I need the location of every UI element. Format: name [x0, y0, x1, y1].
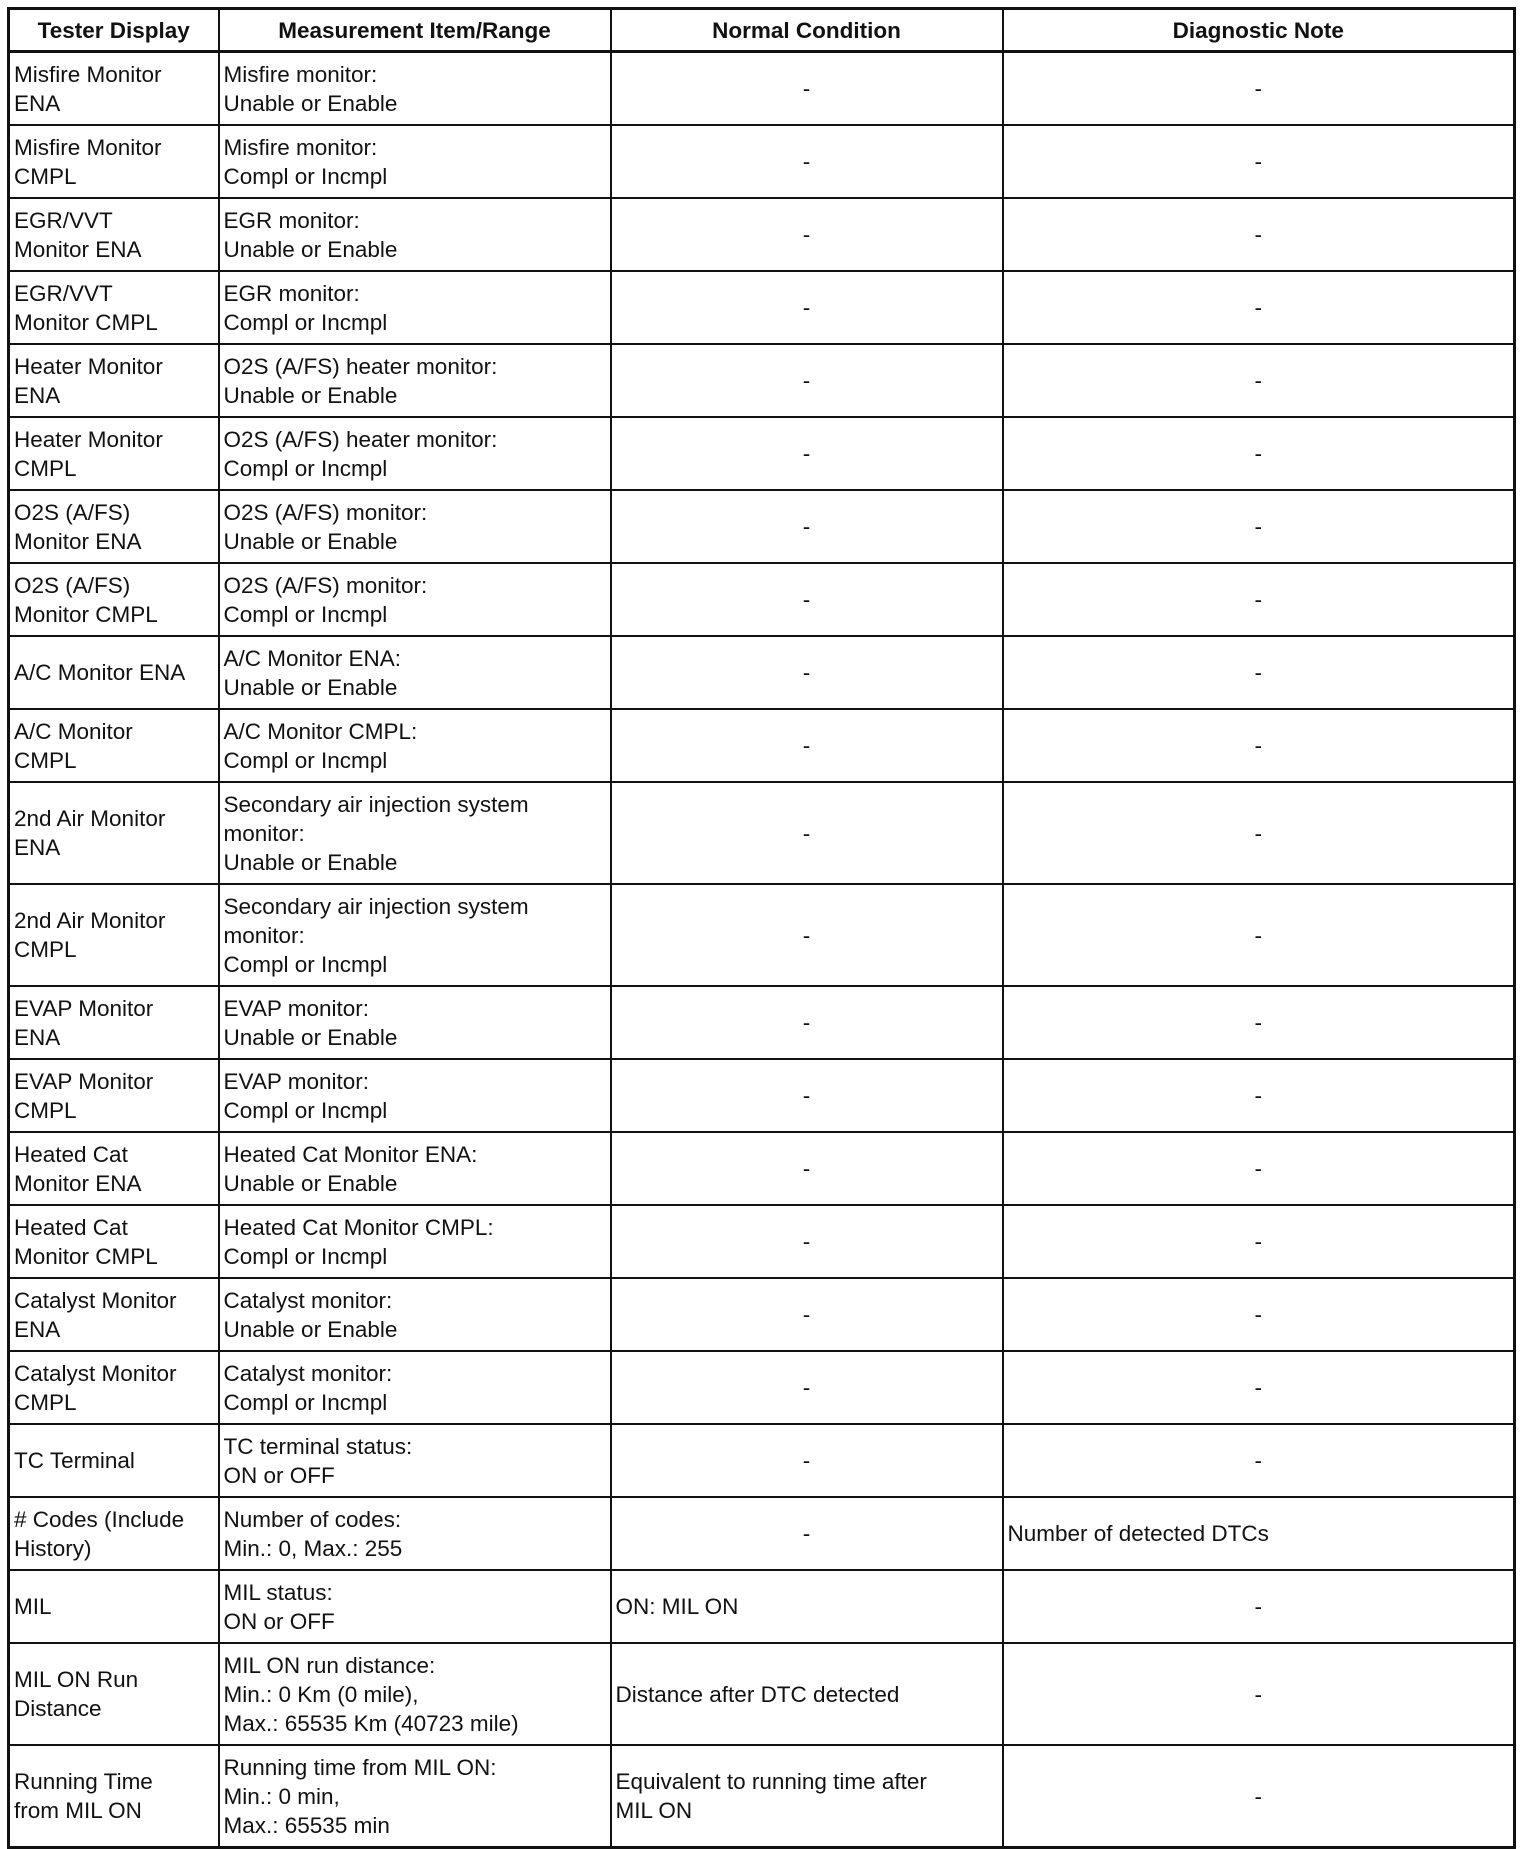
cell-measurement-range: O2S (A/FS) heater monitor: Unable or Enable — [219, 344, 611, 417]
table-row — [9, 1745, 1515, 1848]
cell-normal-condition: - — [611, 636, 1003, 709]
cell-measurement-range: Secondary air injection system monitor: Unable or Enable — [219, 782, 611, 884]
cell-tester-display: O2S (A/FS) Monitor CMPL — [9, 563, 219, 636]
table-row — [9, 1570, 1515, 1643]
cell-diagnostic-note: - — [1003, 1643, 1515, 1745]
cell-diagnostic-note: - — [1003, 636, 1515, 709]
cell-normal-condition: - — [611, 1351, 1003, 1424]
cell-tester-display: Heated Cat Monitor CMPL — [9, 1205, 219, 1278]
cell-normal-condition: - — [611, 709, 1003, 782]
cell-tester-display: A/C Monitor CMPL — [9, 709, 219, 782]
cell-normal-condition: - — [611, 198, 1003, 271]
cell-diagnostic-note: - — [1003, 1351, 1515, 1424]
table-row — [9, 709, 1515, 782]
cell-tester-display: Heater Monitor CMPL — [9, 417, 219, 490]
cell-measurement-range: TC terminal status: ON or OFF — [219, 1424, 611, 1497]
table-row — [9, 636, 1515, 709]
cell-tester-display: EVAP Monitor ENA — [9, 986, 219, 1059]
cell-tester-display: EGR/VVT Monitor ENA — [9, 198, 219, 271]
cell-normal-condition: - — [611, 1205, 1003, 1278]
cell-tester-display: Catalyst Monitor CMPL — [9, 1351, 219, 1424]
cell-measurement-range: EGR monitor: Compl or Incmpl — [219, 271, 611, 344]
table-row — [9, 1643, 1515, 1745]
cell-diagnostic-note: - — [1003, 344, 1515, 417]
cell-tester-display: EGR/VVT Monitor CMPL — [9, 271, 219, 344]
cell-diagnostic-note: - — [1003, 1278, 1515, 1351]
cell-tester-display: Heated Cat Monitor ENA — [9, 1132, 219, 1205]
cell-diagnostic-note: - — [1003, 1205, 1515, 1278]
table-row — [9, 1059, 1515, 1132]
cell-diagnostic-note: - — [1003, 490, 1515, 563]
cell-normal-condition: - — [611, 125, 1003, 198]
table-row — [9, 1351, 1515, 1424]
cell-measurement-range: MIL ON run distance: Min.: 0 Km (0 mile), Max.: 65535 Km (40723 mile) — [219, 1643, 611, 1745]
cell-tester-display: Heater Monitor ENA — [9, 344, 219, 417]
cell-diagnostic-note: - — [1003, 563, 1515, 636]
cell-normal-condition: - — [611, 1278, 1003, 1351]
cell-diagnostic-note: - — [1003, 1745, 1515, 1848]
table-row — [9, 417, 1515, 490]
cell-measurement-range: Misfire monitor: Unable or Enable — [219, 52, 611, 126]
table-row — [9, 271, 1515, 344]
cell-measurement-range: EVAP monitor: Unable or Enable — [219, 986, 611, 1059]
cell-measurement-range: Misfire monitor: Compl or Incmpl — [219, 125, 611, 198]
cell-tester-display: # Codes (Include History) — [9, 1497, 219, 1570]
column-header-tester-display: Tester Display — [9, 9, 219, 52]
cell-normal-condition: ON: MIL ON — [611, 1570, 1003, 1643]
cell-normal-condition: - — [611, 1132, 1003, 1205]
cell-normal-condition: - — [611, 344, 1003, 417]
cell-measurement-range: Catalyst monitor: Unable or Enable — [219, 1278, 611, 1351]
cell-measurement-range: Running time from MIL ON: Min.: 0 min, Max.: 65535 min — [219, 1745, 611, 1848]
table-row — [9, 125, 1515, 198]
cell-diagnostic-note: - — [1003, 1424, 1515, 1497]
column-header-measurement-range: Measurement Item/Range — [219, 9, 611, 52]
cell-diagnostic-note: - — [1003, 1059, 1515, 1132]
cell-tester-display: A/C Monitor ENA — [9, 636, 219, 709]
table-row — [9, 563, 1515, 636]
cell-diagnostic-note: - — [1003, 125, 1515, 198]
table-header-row — [9, 9, 1515, 52]
cell-tester-display: MIL ON Run Distance — [9, 1643, 219, 1745]
cell-diagnostic-note: - — [1003, 198, 1515, 271]
cell-diagnostic-note: Number of detected DTCs — [1003, 1497, 1515, 1570]
cell-measurement-range: O2S (A/FS) monitor: Compl or Incmpl — [219, 563, 611, 636]
column-header-normal-condition: Normal Condition — [611, 9, 1003, 52]
table-row — [9, 1497, 1515, 1570]
cell-tester-display: Misfire Monitor CMPL — [9, 125, 219, 198]
cell-diagnostic-note: - — [1003, 1132, 1515, 1205]
cell-diagnostic-note: - — [1003, 782, 1515, 884]
monitor-data-list — [7, 7, 1513, 1849]
table-row — [9, 1278, 1515, 1351]
cell-normal-condition: - — [611, 417, 1003, 490]
cell-measurement-range: EVAP monitor: Compl or Incmpl — [219, 1059, 611, 1132]
cell-tester-display: O2S (A/FS) Monitor ENA — [9, 490, 219, 563]
cell-diagnostic-note: - — [1003, 271, 1515, 344]
cell-tester-display: MIL — [9, 1570, 219, 1643]
cell-normal-condition: - — [611, 884, 1003, 986]
cell-normal-condition: - — [611, 490, 1003, 563]
cell-measurement-range: EGR monitor: Unable or Enable — [219, 198, 611, 271]
cell-measurement-range: A/C Monitor ENA: Unable or Enable — [219, 636, 611, 709]
cell-tester-display: TC Terminal — [9, 1424, 219, 1497]
cell-diagnostic-note: - — [1003, 52, 1515, 126]
table-row — [9, 1424, 1515, 1497]
cell-measurement-range: O2S (A/FS) monitor: Unable or Enable — [219, 490, 611, 563]
cell-diagnostic-note: - — [1003, 986, 1515, 1059]
table-row — [9, 782, 1515, 884]
cell-measurement-range: Secondary air injection system monitor: Compl or Incmpl — [219, 884, 611, 986]
cell-measurement-range: A/C Monitor CMPL: Compl or Incmpl — [219, 709, 611, 782]
cell-diagnostic-note: - — [1003, 1570, 1515, 1643]
table-row — [9, 986, 1515, 1059]
cell-measurement-range: Catalyst monitor: Compl or Incmpl — [219, 1351, 611, 1424]
cell-normal-condition: - — [611, 782, 1003, 884]
cell-normal-condition: - — [611, 986, 1003, 1059]
cell-tester-display: Misfire Monitor ENA — [9, 52, 219, 126]
cell-normal-condition: Equivalent to running time after MIL ON — [611, 1745, 1003, 1848]
cell-normal-condition: - — [611, 271, 1003, 344]
cell-measurement-range: O2S (A/FS) heater monitor: Compl or Incmpl — [219, 417, 611, 490]
table-row — [9, 198, 1515, 271]
cell-tester-display: 2nd Air Monitor ENA — [9, 782, 219, 884]
cell-normal-condition: - — [611, 563, 1003, 636]
cell-measurement-range: Heated Cat Monitor ENA: Unable or Enable — [219, 1132, 611, 1205]
table-row — [9, 1205, 1515, 1278]
column-header-diagnostic-note: Diagnostic Note — [1003, 9, 1515, 52]
table-row — [9, 1132, 1515, 1205]
cell-tester-display: EVAP Monitor CMPL — [9, 1059, 219, 1132]
cell-normal-condition: - — [611, 1497, 1003, 1570]
cell-diagnostic-note: - — [1003, 884, 1515, 986]
cell-tester-display: 2nd Air Monitor CMPL — [9, 884, 219, 986]
cell-normal-condition: Distance after DTC detected — [611, 1643, 1003, 1745]
cell-normal-condition: - — [611, 52, 1003, 126]
table-row — [9, 490, 1515, 563]
cell-tester-display: Running Time from MIL ON — [9, 1745, 219, 1848]
cell-diagnostic-note: - — [1003, 709, 1515, 782]
cell-normal-condition: - — [611, 1424, 1003, 1497]
cell-normal-condition: - — [611, 1059, 1003, 1132]
cell-measurement-range: Heated Cat Monitor CMPL: Compl or Incmpl — [219, 1205, 611, 1278]
table-row — [9, 884, 1515, 986]
table-row — [9, 52, 1515, 126]
cell-measurement-range: Number of codes: Min.: 0, Max.: 255 — [219, 1497, 611, 1570]
table-row — [9, 344, 1515, 417]
data-list-table — [7, 7, 1516, 1849]
cell-diagnostic-note: - — [1003, 417, 1515, 490]
cell-measurement-range: MIL status: ON or OFF — [219, 1570, 611, 1643]
cell-tester-display: Catalyst Monitor ENA — [9, 1278, 219, 1351]
